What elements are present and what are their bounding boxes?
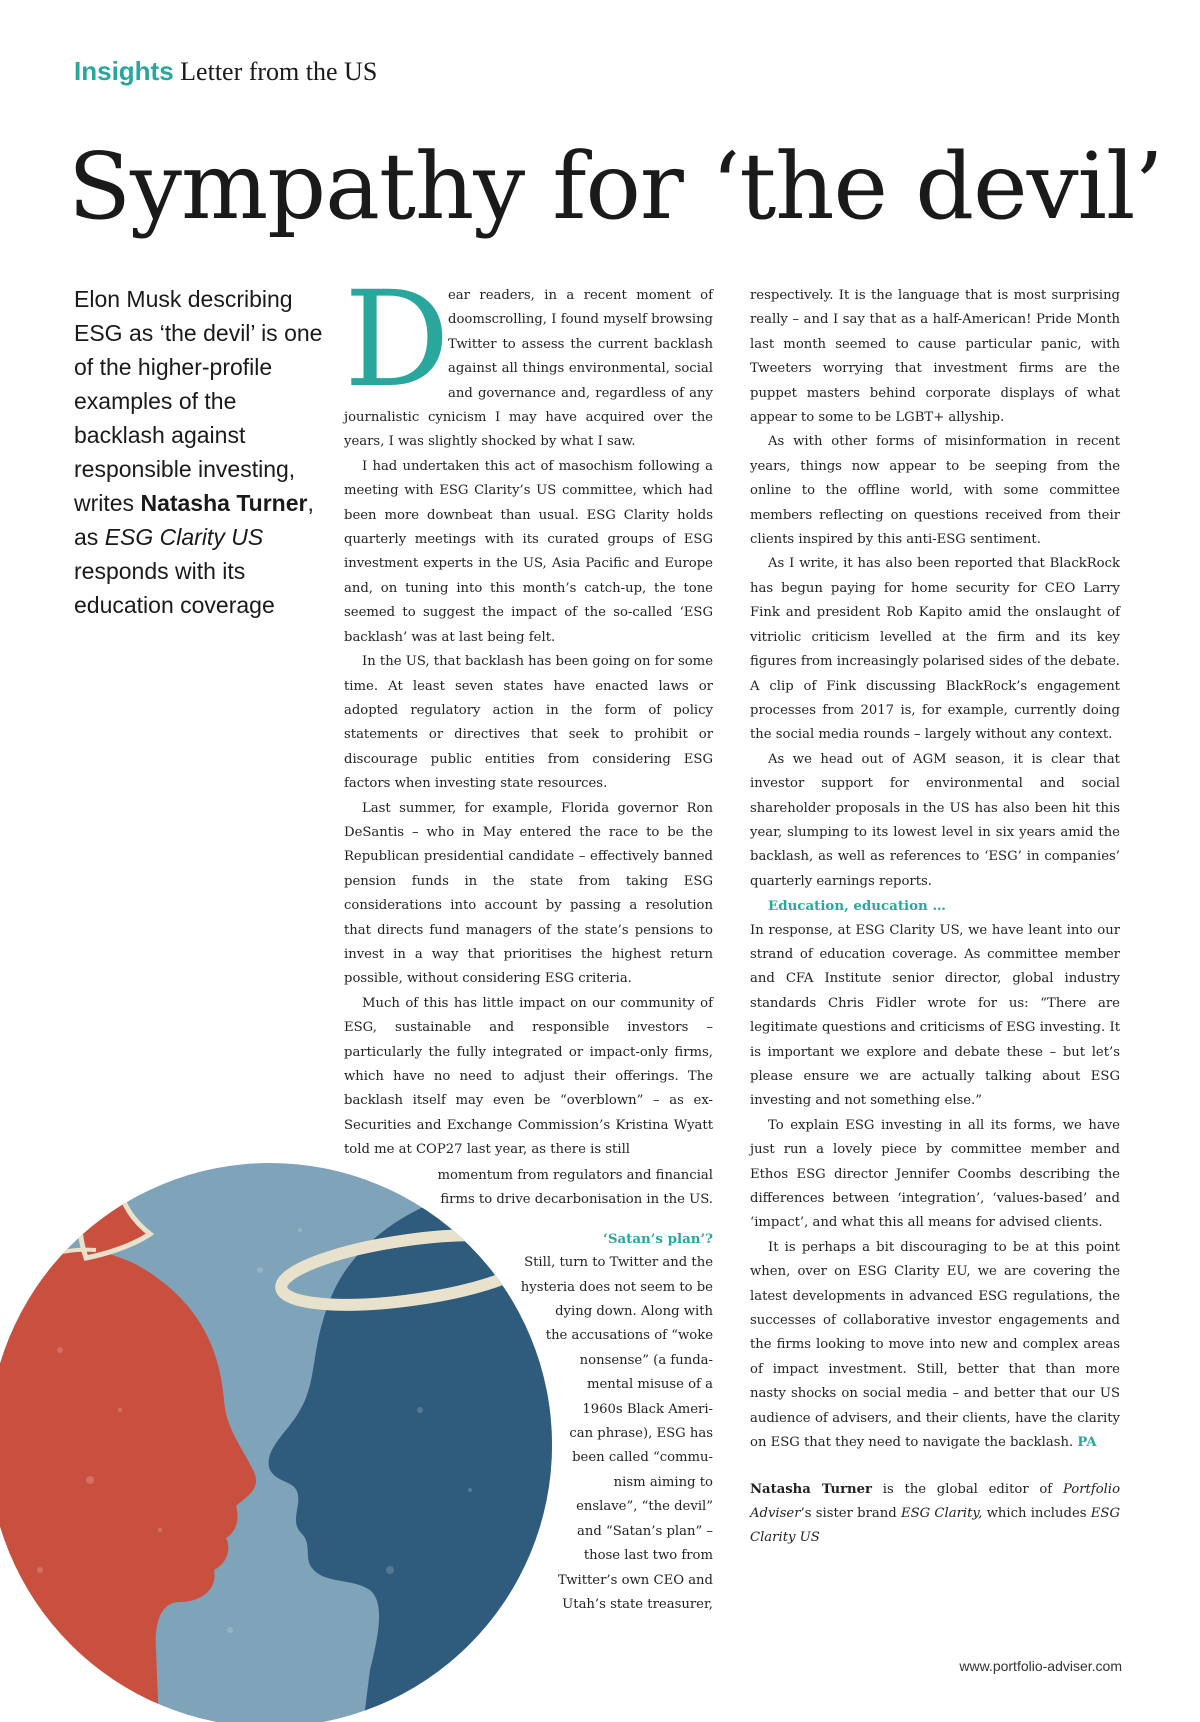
- paragraph-text: It is perhaps a bit discouraging to be at this point when, over on ESG Clarity EU, we are covering the latest developments in advanced ESG regulations, the successes of collaborative investor engagements and the firms looking to move into new and complex areas of impact investment. Still, better that than more nasty shocks on social media – and better that our US audience of advisers, and their clients, have the clarity on ESG that they need to navigate the backlash.: [750, 1239, 1120, 1451]
- bio-text: is the global editor of: [872, 1481, 1063, 1497]
- standfirst-brand: ESG Clarity US: [104, 524, 264, 550]
- bio-brand: ESG Clarity,: [900, 1505, 983, 1521]
- text-line: and “Satan’s plan” –: [577, 1523, 713, 1539]
- text-line: momentum from regulators and financial: [437, 1168, 713, 1183]
- text-line: nism aiming to: [613, 1474, 713, 1490]
- text-line: enslave”, “the devil”: [576, 1499, 713, 1515]
- text-line: been called “commu-: [572, 1450, 713, 1466]
- subhead-satans-plan: ‘Satan’s plan’?: [603, 1230, 713, 1247]
- paragraph: ear readers, in a recent moment of doomscrolling, I found myself browsing Twitter to assess the current backlash against all things environmental, social and governance and, regardless of any journalistic cynicism I may have acquired over the years, I was slightly shocked by what I saw.: [344, 288, 713, 450]
- text-line: the accusations of “woke: [545, 1328, 713, 1344]
- paragraph: I had undertaken this act of masochism following a meeting with ESG Clarity’s US committee, which had been more downbeat than usual. ESG Clarity holds quarterly meetings with its curated groups of ESG investment experts in the US, Asia Pacific and Europe and, on tuning into this month’s catch-up, the tone seemed to suggest the impact of the so-called ‘ESG backlash’ was at last being felt.: [344, 458, 713, 645]
- footer-url[interactable]: www.portfolio-adviser.com: [959, 1658, 1122, 1674]
- text-line: hysteria does not seem to be: [520, 1279, 713, 1295]
- article-column-1: [344, 263, 713, 1163]
- text-line: 1960s Black Ameri-: [582, 1401, 713, 1417]
- text-line: firms to drive decarbonisation in the US.: [440, 1192, 713, 1208]
- column-label: Letter from the US: [180, 57, 378, 86]
- sign-off: PA: [1077, 1435, 1097, 1451]
- standfirst-text: Elon Musk describing ESG as ‘the devil’ is one of the higher-profile examples of the backlash against responsible investing, writes: [74, 286, 323, 516]
- author-bio: [750, 1478, 1120, 1551]
- standfirst-author: Natasha Turner: [140, 490, 308, 516]
- text-line: dying down. Along with: [555, 1304, 713, 1320]
- paragraph: Last summer, for example, Florida governor Ron DeSantis – who in May entered the race to be the Republican presidential candidate – effectively banned pension funds in the state from taking ESG considerations into account by passing a resolution that directs fund managers of the state’s pensions to invest in a way that prioritises the highest return possible, without considering ESG criteria.: [344, 800, 713, 987]
- paragraph: In the US, that backlash has been going on for some time. At least seven states have enacted laws or adopted regulatory action in the form of policy statements or directives that seek to prohibit or discourage public entities from considering ESG factors when investing state resources.: [344, 654, 713, 792]
- bio-text-3: which includes: [982, 1505, 1091, 1521]
- column-1-tail: [380, 1164, 713, 1617]
- paragraph: To explain ESG investing in all its forms, we have just run a lovely piece by committee member and Ethos ESG director Jennifer Coombs describing the differences between ‘integration’, ‘values-based’ and ‘impact’, and what this all means for advised clients.: [750, 1117, 1120, 1231]
- standfirst-text-3: responds with its education coverage: [74, 558, 275, 618]
- paragraph: Much of this has little impact on our community of ESG, sustainable and responsible investors – particularly the fully integrated or impact-only firms, which have no need to adjust their offerings. The backlash itself may even be “overblown” – as ex-Securities and Exchange Commission’s Kristina Wyatt told me at COP27 last year, as there is still: [344, 995, 713, 1158]
- text-line: those last two from: [583, 1548, 713, 1564]
- paragraph: respectively. It is the language that is most surprising really – and I say that as a half-American! Pride Month last month seemed to cause particular panic, with Tweeters worrying that investment firms are the puppet masters behind corporate displays of what appear to some to be LGBT+ allyship.: [750, 288, 1120, 426]
- standfirst-text-2: , as: [74, 490, 314, 550]
- section-header: [74, 56, 377, 87]
- subhead-education: Education, education …: [768, 898, 946, 915]
- article-title: Sympathy for ‘the devil’: [68, 133, 1163, 240]
- paragraph: As we head out of AGM season, it is clear that investor support for environmental and social shareholder proposals in the US has also been hit this year, slumping to its lowest level in six years amid the backlash, as well as references to ‘ESG’ in companies’ quarterly earnings reports.: [750, 751, 1120, 889]
- article-column-2: [750, 284, 1120, 1551]
- text-line: Still, turn to Twitter and the: [524, 1255, 713, 1271]
- paragraph: [750, 1236, 1120, 1456]
- paragraph: In response, at ESG Clarity US, we have leant into our strand of education coverage. As committee member and CFA Institute senior director, global industry standards Chris Fidler wrote for us: “There are legitimate questions and criticisms of ESG investing. It is important we explore and debate these – but let’s please ensure we are actually talking about ESG investing and not something else.”: [750, 922, 1120, 1109]
- text-line: Twitter’s own CEO and: [557, 1572, 713, 1588]
- section-label: Insights: [74, 56, 174, 86]
- paragraph: As with other forms of misinformation in recent years, things now appear to be seeping from the online to the offline world, with some committee members reflecting on questions received from their clients inspired by this anti-ESG sentiment.: [750, 434, 1120, 548]
- text-line: nonsense” (a funda-: [579, 1352, 713, 1368]
- paragraph: As I write, it has also been reported that BlackRock has begun paying for home security for CEO Larry Fink and president Rob Kapito amid the onslaught of vitriolic criticism levelled at the firm and its key figures from increasingly polarised sides of the debate. A clip of Fink discussing BlackRock’s engagement processes from 2017 is, for example, currently doing the social media rounds – largely without any context.: [750, 556, 1120, 743]
- bio-publication: Portfolio Adviser: [750, 1481, 1121, 1521]
- text-line: Utah’s state treasurer,: [562, 1596, 713, 1612]
- standfirst: [74, 282, 326, 622]
- bio-text-2: ’s sister brand: [800, 1505, 901, 1521]
- drop-cap: D: [344, 263, 450, 417]
- text-line: mental misuse of a: [587, 1377, 713, 1393]
- bio-brand-2: ESG Clarity US: [750, 1505, 1120, 1546]
- bio-name: Natasha Turner: [750, 1481, 872, 1497]
- text-line: can phrase), ESG has: [569, 1426, 713, 1442]
